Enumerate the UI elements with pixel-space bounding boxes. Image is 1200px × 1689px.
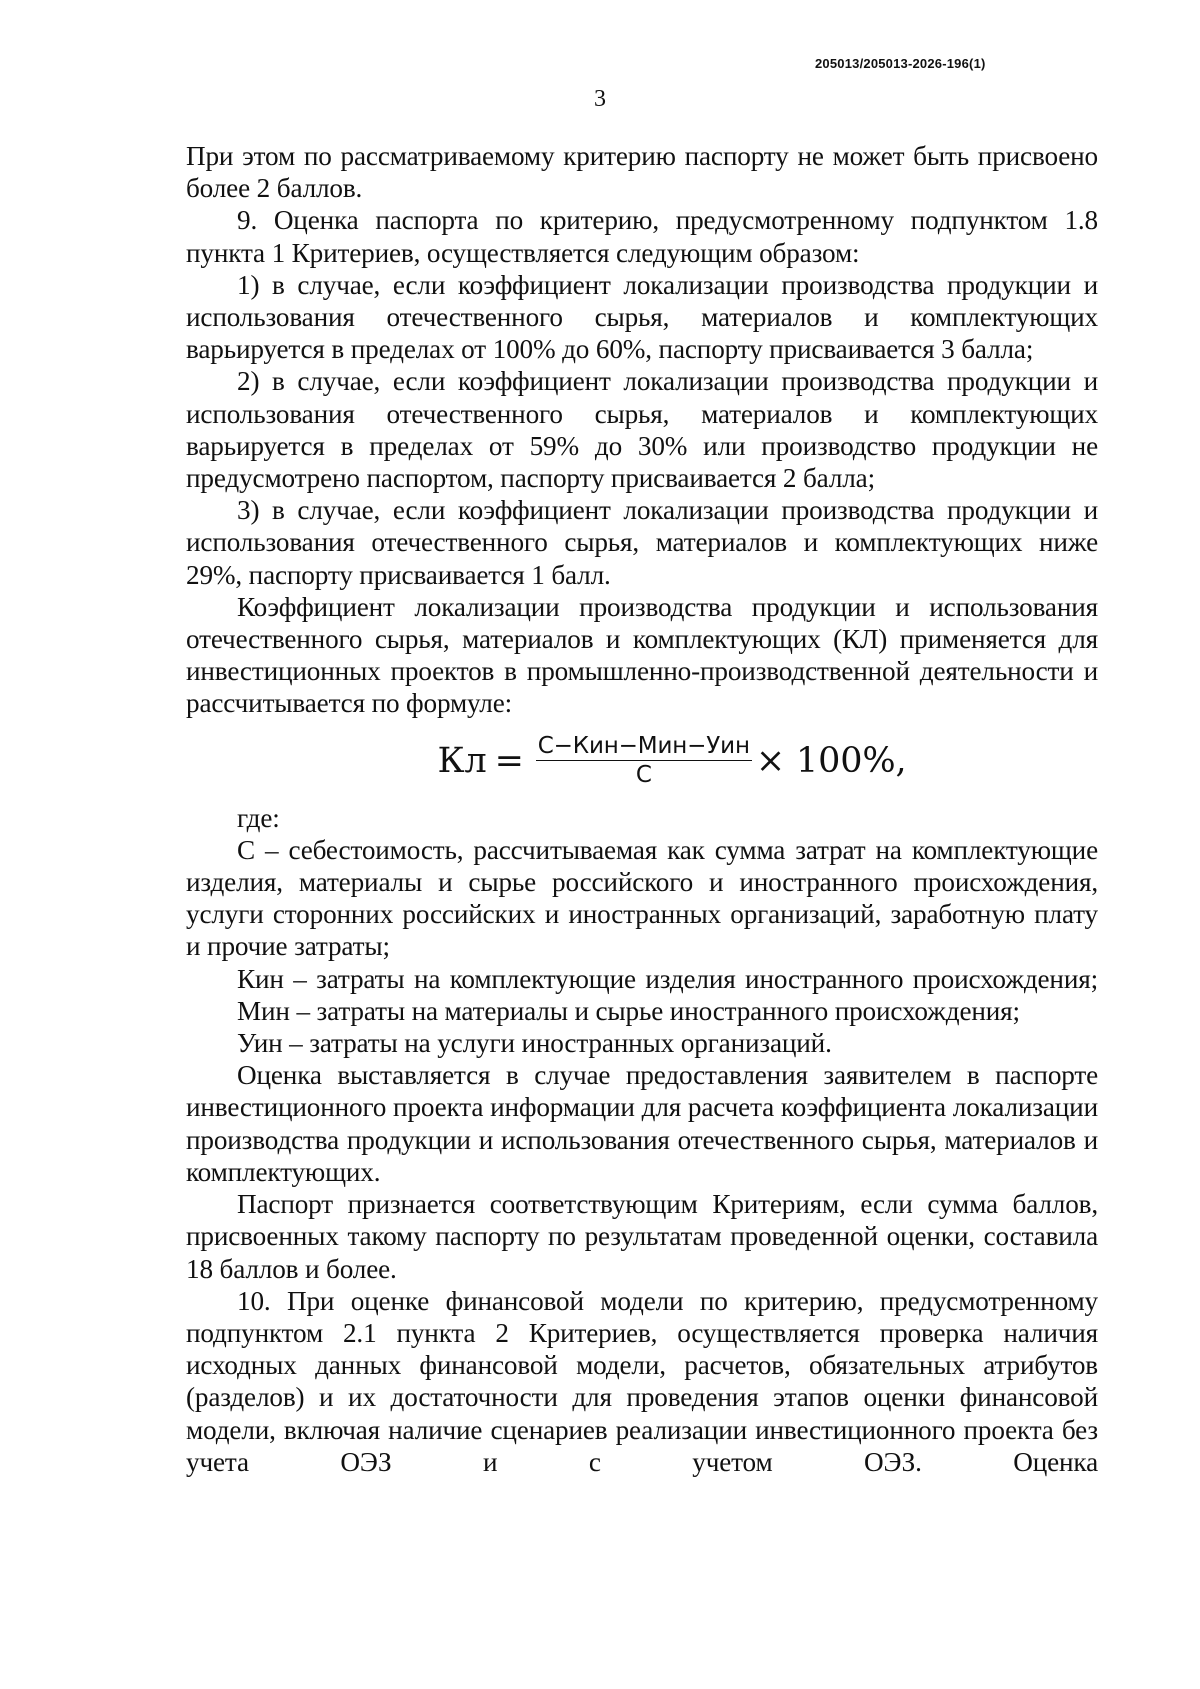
definition-c: С – себестоимость, рассчитываемая как сумма затрат на комплектующие изделия, материалы и сырье российского и иностранного происхождения, услуги сторонних российских и иностранных организаций, заработную плату и прочие затраты; xyxy=(186,834,1098,962)
definition-uin: Уин – затраты на услуги иностранных организаций. xyxy=(237,1028,832,1059)
evaluation-paragraph: Оценка выставляется в случае предоставления заявителем в паспорте инвестиционного проекта информации для расчета коэффициента локализации производства продукции и использования отечественного сырья, материалов и комплектующих. xyxy=(186,1060,1098,1187)
definitions-intro: где: xyxy=(237,802,280,833)
formula-denominator: С xyxy=(635,762,652,789)
document-body xyxy=(186,140,1098,1478)
page-number: 3 xyxy=(594,86,606,112)
section-10-paragraph: 10. При оценке финансовой модели по критерию, предусмотренному подпунктом 2.1 пункта 2 Критериев, осуществляется проверка наличия исходных данных финансовой модели, расчетов, обязательных атрибутов (разделов) и их достаточности для проведения этапов оценки финансовой модели, включая наличие сценариев реализации инвестиционного проекта без учета ОЭЗ и с учетом ОЭЗ. Оценка xyxy=(186,1285,1098,1477)
definition-min: Мин – затраты на материалы и сырье иностранного происхождения; xyxy=(237,995,1020,1026)
list-item-3: 3) в случае, если коэффициент локализации производства продукции и использования отечественного сырья, материалов и комплектующих ниже 29%, паспорту присваивается 1 балл. xyxy=(186,495,1098,590)
formula-numerator: С−Кин−Мин−Уин xyxy=(537,733,750,760)
coefficient-paragraph: Коэффициент локализации производства продукции и использования отечественного сырья, материалов и комплектующих (КЛ) применяется для инвестиционных проектов в промышленно-производственной деятельности и рассчитывается по формуле: xyxy=(186,591,1098,719)
formula-lhs: Кл xyxy=(437,740,487,781)
document-code: 205013/205013-2026-196(1) xyxy=(815,56,986,71)
localization-formula xyxy=(186,720,1098,802)
section-9-paragraph: 9. Оценка паспорта по критерию, предусмотренному подпунктом 1.8 пункта 1 Критериев, осуществляется следующим образом: xyxy=(186,205,1098,268)
formula-fraction xyxy=(536,733,752,788)
formula-rhs: × 100%, xyxy=(755,740,907,781)
paragraph: При этом по рассматриваемому критерию паспорту не может быть присвоено более 2 баллов. xyxy=(186,141,1098,204)
list-item-1: 1) в случае, если коэффициент локализации производства продукции и использования отечественного сырья, материалов и комплектующих варьируется в пределах от 100% до 60%, паспорту присваивается 3 балла; xyxy=(186,269,1098,365)
list-item-2: 2) в случае, если коэффициент локализации производства продукции и использования отечественного сырья, материалов и комплектующих варьируется в пределах от 59% до 30% или производство продукции не предусмотрено паспортом, паспорту присваивается 2 балла; xyxy=(186,366,1098,494)
definition-kin: Кин – затраты на комплектующие изделия иностранного происхождения; xyxy=(237,963,1098,994)
passport-paragraph: Паспорт признается соответствующим Критериям, если сумма баллов, присвоенных такому паспорту по результатам проведенной оценки, составила 18 баллов и более. xyxy=(186,1189,1098,1284)
formula-equals: = xyxy=(494,740,524,781)
